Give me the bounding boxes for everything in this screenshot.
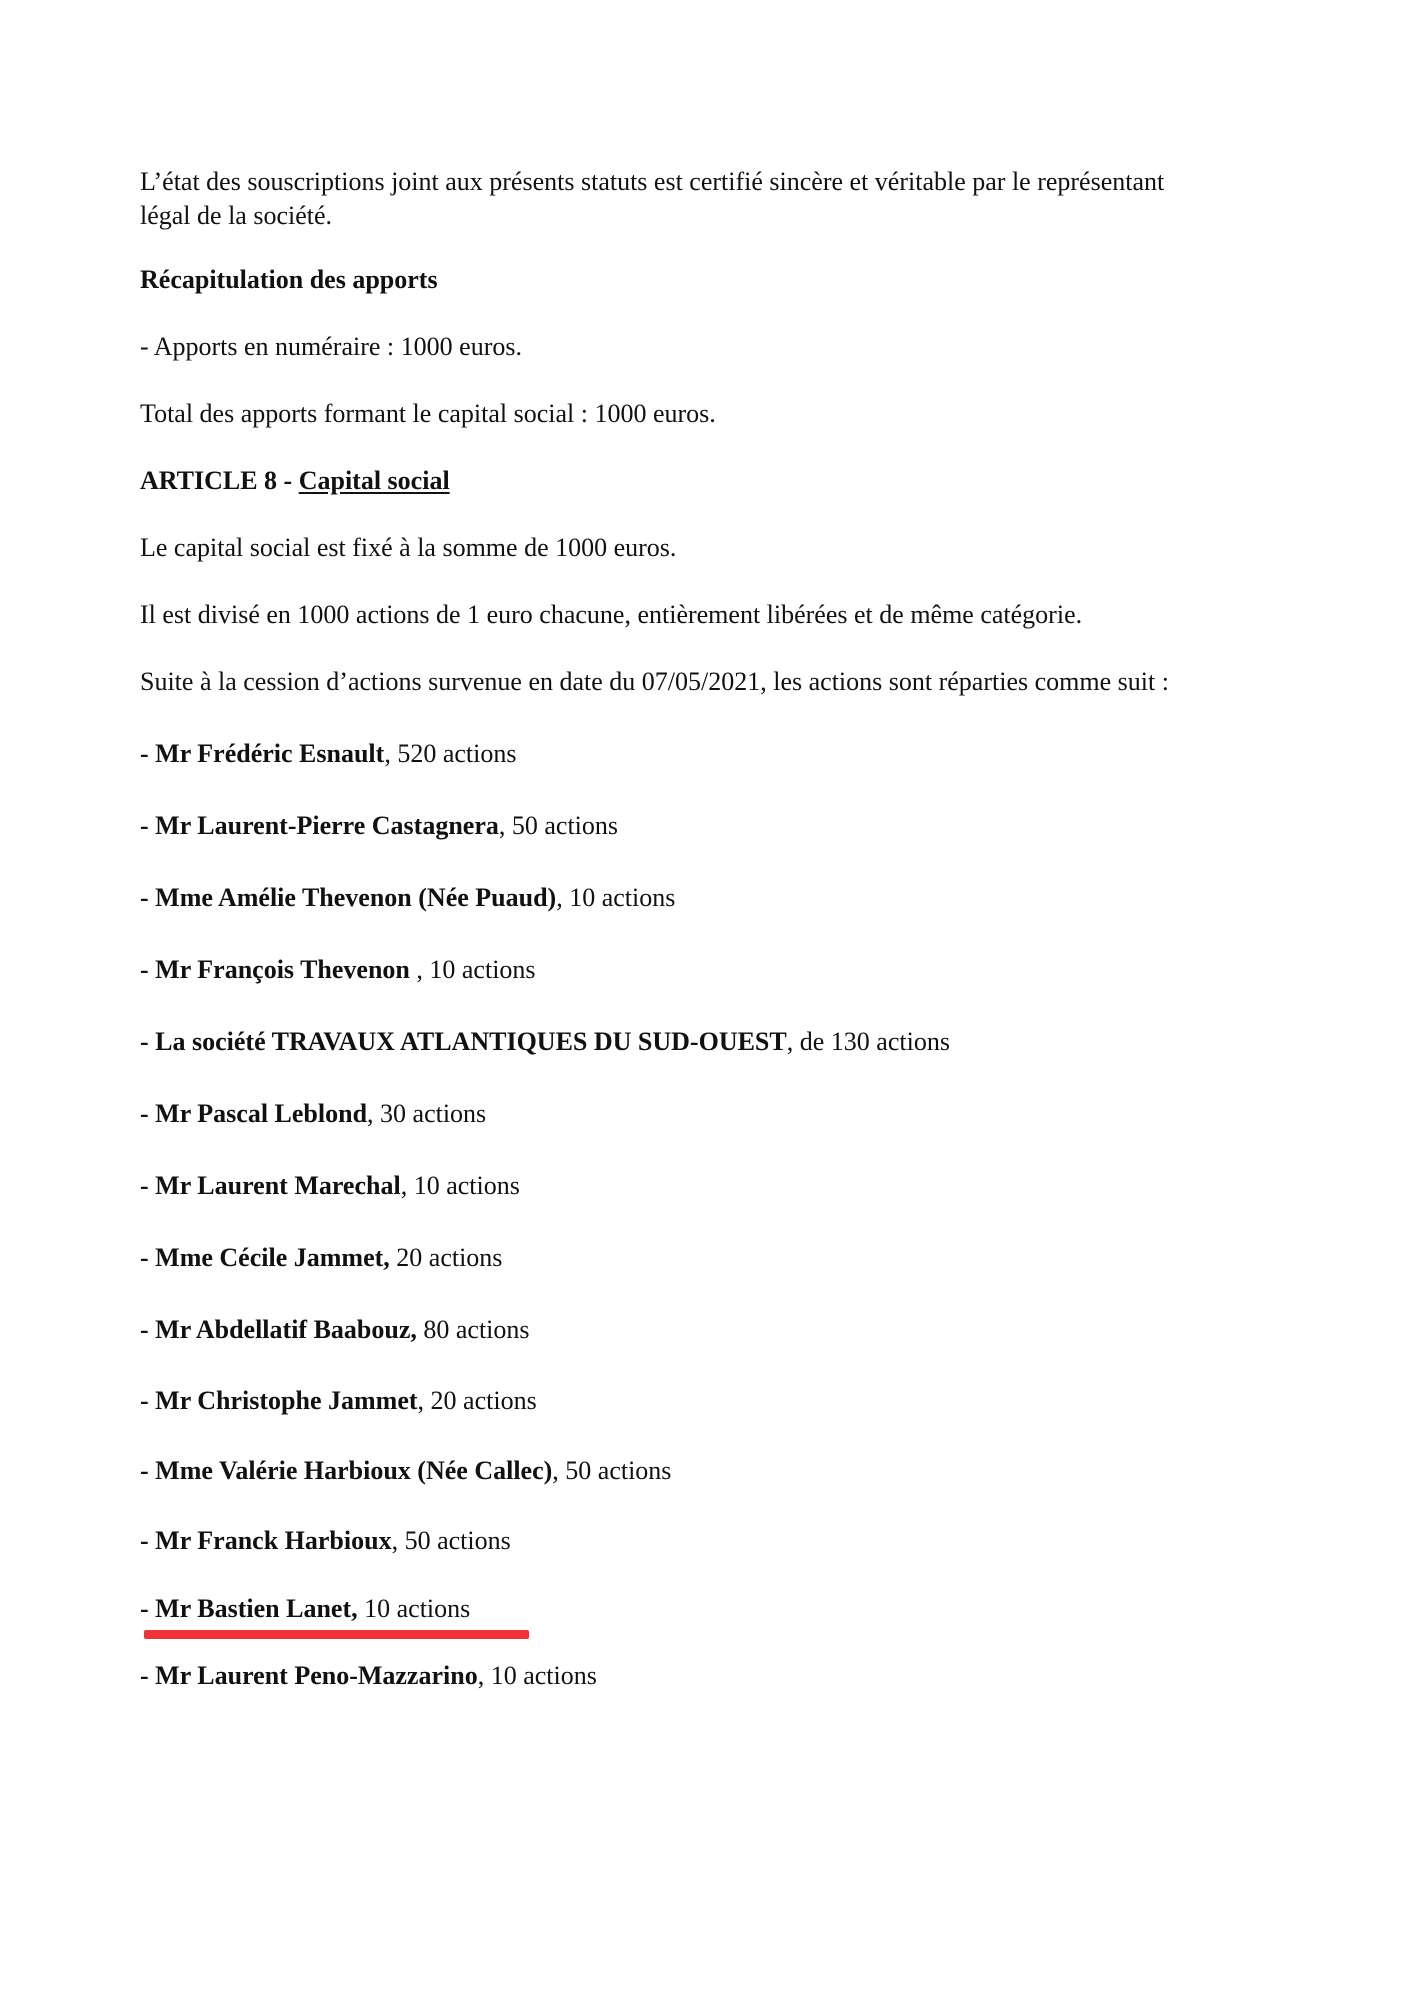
shareholder-shares: , 10 actions — [477, 1661, 597, 1690]
shareholder-shares: , 520 actions — [384, 739, 517, 768]
article-8-title: Capital social — [298, 466, 450, 495]
intro-line-2: légal de la société. — [140, 201, 333, 230]
shareholder-shares: , 50 actions — [552, 1456, 672, 1485]
shareholder-item — [140, 881, 675, 915]
shareholder-name: Mr Christophe Jammet — [155, 1386, 418, 1415]
shareholder-dash: - — [140, 1526, 156, 1555]
shareholder-dash: - — [140, 1171, 156, 1200]
shareholder-name: Mr Bastien Lanet, — [155, 1594, 358, 1623]
shareholder-dash: - — [140, 1661, 156, 1690]
shareholder-shares: , 50 actions — [391, 1526, 511, 1555]
article-8-paragraph-2: Il est divisé en 1000 actions de 1 euro chacune, entièrement libérées et de même catégorie. — [140, 600, 1083, 629]
shareholder-name: La société TRAVAUX ATLANTIQUES DU SUD-OUEST — [155, 1027, 787, 1056]
shareholder-shares: , 10 actions — [400, 1171, 520, 1200]
recap-total: Total des apports formant le capital social : 1000 euros. — [140, 399, 716, 428]
intro-line-1: L’état des souscriptions joint aux présents statuts est certifié sincère et véritable par le représentant — [140, 167, 1165, 196]
shareholder-dash: - — [140, 1099, 156, 1128]
shareholder-item — [140, 1097, 486, 1131]
shareholder-item — [140, 1241, 502, 1275]
shareholder-dash: - — [140, 883, 156, 912]
shareholder-dash: - — [140, 1594, 156, 1623]
shareholder-name: Mr François Thevenon — [155, 955, 410, 984]
shareholder-item — [140, 809, 618, 843]
article-8-heading — [140, 464, 450, 498]
shareholder-item-highlighted — [140, 1592, 470, 1626]
shareholder-item — [140, 1169, 520, 1203]
shareholder-name: Mr Laurent Peno-Mazzarino — [155, 1661, 478, 1690]
shareholder-name: Mr Abdellatif Baabouz, — [155, 1315, 417, 1344]
shareholder-dash: - — [140, 1027, 156, 1056]
shareholder-dash: - — [140, 1315, 156, 1344]
shareholder-shares: 10 actions — [357, 1594, 471, 1623]
shareholder-name: Mr Laurent Marechal — [155, 1171, 401, 1200]
shareholder-name: Mr Pascal Leblond — [155, 1099, 368, 1128]
shareholder-shares: , 10 actions — [409, 955, 536, 984]
shareholder-item — [140, 1384, 537, 1418]
shareholder-shares: , de 130 actions — [786, 1027, 950, 1056]
shareholder-name: Mme Cécile Jammet, — [155, 1243, 390, 1272]
shareholder-shares: , 20 actions — [417, 1386, 537, 1415]
shareholder-dash: - — [140, 1386, 156, 1415]
article-8-label: ARTICLE 8 - — [140, 466, 299, 495]
shareholder-shares: 20 actions — [389, 1243, 503, 1272]
shareholder-shares: , 30 actions — [367, 1099, 487, 1128]
shareholder-shares: , 50 actions — [498, 811, 619, 840]
shareholder-dash: - — [140, 1243, 156, 1272]
shareholder-item — [140, 1659, 597, 1693]
shareholder-item — [140, 953, 536, 987]
shareholder-item — [140, 1524, 511, 1558]
shareholder-dash: - — [140, 739, 156, 768]
shareholder-item — [140, 1454, 671, 1488]
shareholder-item — [140, 737, 516, 771]
article-8-paragraph-3: Suite à la cession d’actions survenue en date du 07/05/2021, les actions sont réparties comme suit : — [140, 667, 1169, 696]
shareholder-name: Mr Laurent-Pierre Castagnera — [155, 811, 499, 840]
shareholder-item — [140, 1025, 950, 1059]
shareholder-item — [140, 1313, 530, 1347]
intro-paragraph — [140, 165, 1164, 233]
shareholder-name: Mr Frédéric Esnault — [155, 739, 385, 768]
shareholder-dash: - — [140, 955, 156, 984]
shareholder-name: Mr Franck Harbioux — [155, 1526, 392, 1555]
shareholder-name: Mme Amélie Thevenon (Née Puaud) — [155, 883, 557, 912]
shareholder-dash: - — [140, 811, 156, 840]
recap-heading — [140, 263, 438, 297]
recap-apports: - Apports en numéraire : 1000 euros. — [140, 332, 522, 361]
shareholder-shares: , 10 actions — [556, 883, 676, 912]
shareholder-name: Mme Valérie Harbioux (Née Callec) — [155, 1456, 553, 1485]
shareholder-shares: 80 actions — [416, 1315, 530, 1344]
recap-heading-text: Récapitulation des apports — [140, 265, 438, 294]
article-8-paragraph-1: Le capital social est fixé à la somme de 1000 euros. — [140, 533, 677, 562]
shareholder-dash: - — [140, 1456, 156, 1485]
red-underline-annotation — [144, 1630, 529, 1639]
